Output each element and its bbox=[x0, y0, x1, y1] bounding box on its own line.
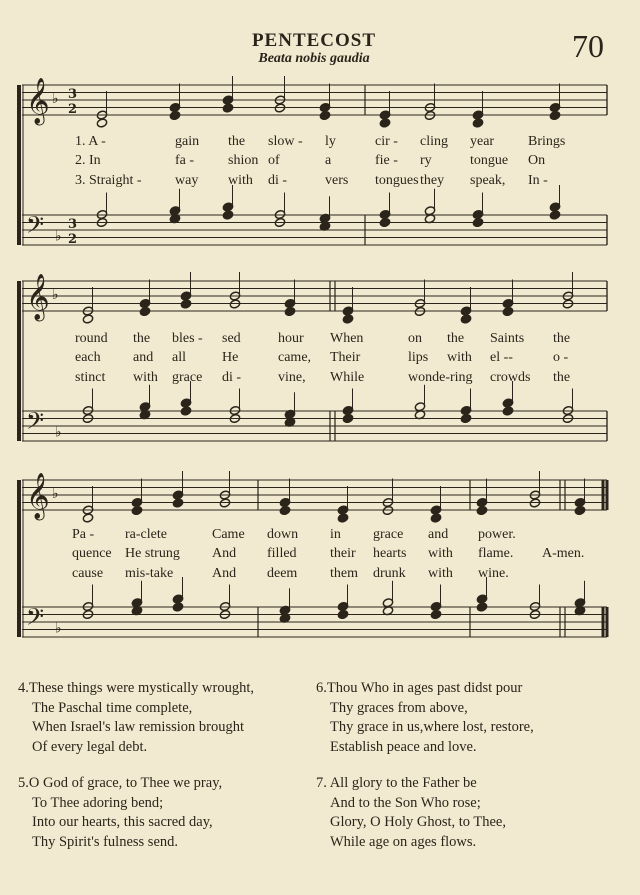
lyric-syllable: di - bbox=[222, 370, 242, 385]
lyric-syllable: the bbox=[133, 331, 151, 346]
stanza-line: Thy graces from above, bbox=[330, 699, 468, 716]
bass-clef-icon: 𝄢 bbox=[26, 407, 45, 440]
lyric-syllable: el -- bbox=[490, 350, 513, 365]
time-signature: 2 bbox=[68, 232, 78, 247]
lyric-syllable: Saints bbox=[490, 331, 525, 346]
stanza-line: Thy grace in us,where lost, restore, bbox=[330, 719, 534, 735]
lyric-syllable: quence bbox=[72, 546, 112, 561]
flat-key-signature: ♭ bbox=[55, 228, 62, 245]
lyric-syllable: And bbox=[212, 546, 237, 561]
stanza-line: And to the Son Who rose; bbox=[330, 794, 481, 811]
lyric-syllable: grace bbox=[172, 370, 203, 385]
note-head bbox=[472, 217, 483, 227]
lyric-syllable: slow - bbox=[268, 134, 303, 149]
lyric-syllable: sed bbox=[222, 331, 241, 346]
stanza-line: 6.Thou Who in ages past didst pour bbox=[316, 680, 523, 696]
lyric-syllable: Came bbox=[212, 527, 245, 542]
lyric-syllable: vers bbox=[325, 173, 349, 188]
lyric-syllable: in bbox=[330, 527, 341, 542]
lyric-syllable: grace bbox=[373, 527, 404, 542]
lyric-syllable: cling bbox=[420, 134, 448, 149]
lyric-syllable: mis-take bbox=[125, 566, 174, 581]
lyric-syllable: the bbox=[553, 370, 571, 385]
lyric-syllable: Pa - bbox=[72, 527, 95, 542]
note-head bbox=[476, 602, 487, 612]
lyric-syllable: down bbox=[267, 527, 299, 542]
note-head bbox=[379, 118, 390, 128]
lyric-syllable: 3. Straight - bbox=[75, 173, 142, 188]
stanza-line: Thy Spirit's fulness send. bbox=[32, 833, 178, 850]
page-number: 70 bbox=[572, 28, 604, 64]
lyric-syllable: drunk bbox=[373, 566, 406, 581]
lyric-syllable: power. bbox=[478, 527, 516, 542]
note-head bbox=[337, 609, 348, 619]
lyric-syllable: A-men. bbox=[542, 546, 585, 561]
lyric-syllable: While bbox=[330, 370, 365, 385]
lyric-syllable: deem bbox=[267, 566, 298, 581]
lyric-syllable: cause bbox=[72, 566, 104, 581]
note-head bbox=[472, 118, 483, 128]
lyric-syllable: He strung bbox=[125, 546, 180, 561]
note-head bbox=[430, 609, 441, 619]
treble-clef-icon: 𝄞 bbox=[26, 473, 50, 519]
lyric-syllable: a bbox=[325, 153, 332, 168]
flat-key-signature: ♭ bbox=[55, 424, 62, 441]
lyric-syllable: way bbox=[175, 173, 199, 188]
note-head bbox=[222, 210, 233, 220]
treble-clef-icon: 𝄞 bbox=[26, 78, 50, 124]
lyric-syllable: fa - bbox=[175, 153, 195, 168]
note-head bbox=[379, 217, 390, 227]
lyric-syllable: with bbox=[428, 546, 453, 561]
lyric-syllable: came, bbox=[278, 350, 312, 365]
note-head bbox=[82, 314, 93, 324]
lyric-syllable: with bbox=[447, 350, 472, 365]
time-signature: 3 bbox=[68, 217, 78, 232]
time-signature: 3 bbox=[68, 87, 78, 102]
stanza-line: Of every legal debt. bbox=[32, 738, 148, 755]
note-head bbox=[82, 513, 93, 523]
bass-clef-icon: 𝄢 bbox=[26, 603, 45, 636]
stanza-5 bbox=[18, 774, 222, 852]
note-head bbox=[284, 306, 295, 316]
stanza-line: 5.O God of grace, to Thee we pray, bbox=[18, 775, 223, 791]
note-head bbox=[342, 413, 353, 423]
note-head bbox=[502, 306, 513, 316]
system-bracket bbox=[17, 281, 21, 441]
lyric-syllable: with bbox=[133, 370, 158, 385]
note-head bbox=[460, 314, 471, 324]
lyric-syllable: cir - bbox=[375, 134, 398, 149]
note-head bbox=[574, 505, 585, 515]
flat-key-signature: ♭ bbox=[52, 287, 59, 303]
note-head bbox=[180, 299, 191, 309]
tune-name: Beata nobis gaudia bbox=[258, 51, 370, 66]
lyric-syllable: 1. A - bbox=[75, 134, 106, 149]
lyric-syllable: lips bbox=[408, 350, 429, 365]
lyric-syllable: each bbox=[75, 350, 101, 365]
lyric-syllable: Brings bbox=[528, 134, 566, 149]
lyric-syllable: with bbox=[428, 566, 453, 581]
treble-clef-icon: 𝄞 bbox=[26, 274, 50, 320]
lyric-syllable: the bbox=[553, 331, 571, 346]
lyric-syllable: crowds bbox=[490, 370, 531, 385]
note-head bbox=[222, 103, 233, 113]
lyric-syllable: He bbox=[222, 350, 239, 365]
lyric-syllable: the bbox=[228, 134, 246, 149]
stanza-4 bbox=[18, 679, 254, 757]
lyric-syllable: tongue bbox=[470, 153, 509, 168]
lyric-syllable: On bbox=[528, 153, 546, 168]
note-head bbox=[279, 505, 290, 515]
note-head bbox=[172, 498, 183, 508]
flat-key-signature: ♭ bbox=[52, 486, 59, 502]
lyric-syllable: ly bbox=[325, 134, 336, 149]
lyric-syllable: In - bbox=[528, 173, 548, 188]
lyric-syllable: the bbox=[447, 331, 465, 346]
flat-key-signature: ♭ bbox=[52, 91, 59, 107]
note-head bbox=[337, 513, 348, 523]
stanza-line: To Thee adoring bend; bbox=[32, 794, 164, 811]
lyric-syllable: bles - bbox=[172, 331, 203, 346]
stanza-7 bbox=[316, 774, 506, 852]
lyric-syllable: wonde-ring bbox=[408, 370, 473, 385]
system-bracket bbox=[17, 480, 21, 637]
lyric-syllable: shion bbox=[228, 153, 259, 168]
lyric-syllable: wine. bbox=[478, 566, 509, 581]
lyric-syllable: year bbox=[470, 134, 495, 149]
system-bracket bbox=[17, 85, 21, 245]
time-signature: 2 bbox=[68, 102, 78, 117]
lyric-syllable: stinct bbox=[75, 370, 106, 385]
lyric-syllable: and bbox=[133, 350, 154, 365]
stanza-line: 4.These things were mystically wrought, bbox=[18, 680, 254, 696]
lyric-syllable: When bbox=[330, 331, 364, 346]
note-head bbox=[342, 314, 353, 324]
lyric-syllable: on bbox=[408, 331, 422, 346]
lyric-syllable: all bbox=[172, 350, 186, 365]
note-head bbox=[180, 406, 191, 416]
lyric-syllable: 2. In bbox=[75, 153, 101, 168]
hymn-title: PENTECOST bbox=[251, 30, 377, 51]
stanza-line: Into our hearts, this sacred day, bbox=[32, 814, 213, 830]
note-head bbox=[131, 505, 142, 515]
bass-clef-icon: 𝄢 bbox=[26, 211, 45, 244]
flat-key-signature: ♭ bbox=[55, 620, 62, 637]
note-head bbox=[476, 505, 487, 515]
note-head bbox=[430, 513, 441, 523]
lyric-syllable: o - bbox=[553, 350, 569, 365]
stanza-line: Glory, O Holy Ghost, to Thee, bbox=[330, 814, 506, 830]
lyric-syllable: ra-clete bbox=[125, 527, 167, 542]
lyric-syllable: speak, bbox=[470, 173, 506, 188]
lyric-syllable: of bbox=[268, 153, 280, 168]
lyric-syllable: they bbox=[420, 173, 445, 188]
stanza-line: The Paschal time complete, bbox=[32, 699, 193, 716]
lyric-syllable: and bbox=[428, 527, 449, 542]
lyric-syllable: flame. bbox=[478, 546, 514, 561]
lyric-syllable: Their bbox=[330, 350, 361, 365]
lyric-syllable: ry bbox=[420, 153, 432, 168]
stanza-6 bbox=[316, 679, 534, 757]
note-head bbox=[549, 210, 560, 220]
lyric-syllable: hour bbox=[278, 331, 304, 346]
stanza-line: Establish peace and love. bbox=[330, 738, 477, 755]
lyric-syllable: tongues bbox=[375, 173, 419, 188]
lyric-syllable: fie - bbox=[375, 153, 398, 168]
stanza-line: When Israel's law remission brought bbox=[32, 719, 245, 735]
note-head bbox=[169, 110, 180, 120]
note-head bbox=[460, 413, 471, 423]
lyric-syllable: their bbox=[330, 546, 356, 561]
lyric-syllable: them bbox=[330, 566, 358, 581]
lyric-syllable: And bbox=[212, 566, 237, 581]
note-head bbox=[139, 306, 150, 316]
note-head bbox=[502, 406, 513, 416]
lyric-syllable: di - bbox=[268, 173, 288, 188]
lyric-syllable: round bbox=[75, 331, 108, 346]
note-head bbox=[96, 118, 107, 128]
lyric-syllable: hearts bbox=[373, 546, 407, 561]
stanza-line: 7. All glory to the Father be bbox=[316, 775, 477, 791]
note-head bbox=[172, 602, 183, 612]
lyric-syllable: vine, bbox=[278, 370, 306, 385]
note-head bbox=[319, 110, 330, 120]
lyric-syllable: filled bbox=[267, 546, 297, 561]
note-head bbox=[549, 110, 560, 120]
stanza-line: While age on ages flows. bbox=[330, 833, 477, 850]
lyric-syllable: with bbox=[228, 173, 253, 188]
lyric-syllable: gain bbox=[175, 134, 200, 149]
